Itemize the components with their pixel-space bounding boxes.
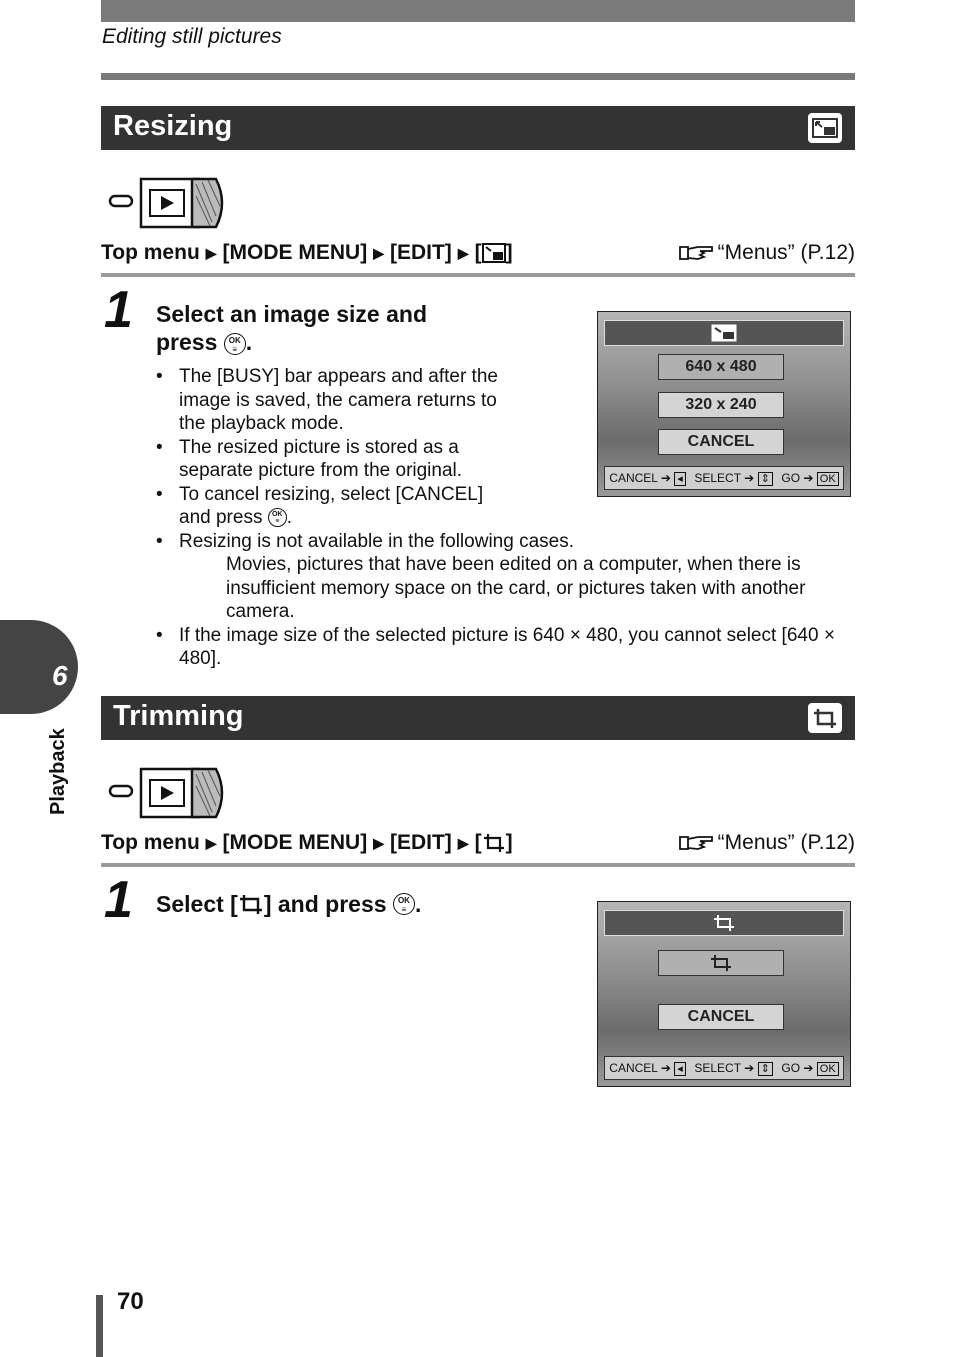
note-item: • To cancel resizing, select [CANCEL] and press OK ≡ . — [156, 483, 519, 530]
trim-icon — [712, 914, 736, 932]
playback-mode-dial-icon — [108, 766, 230, 820]
trimming-reference: “Menus” (P.12) — [678, 831, 855, 855]
trim-icon — [482, 833, 506, 853]
resizing-reference: “Menus” (P.12) — [678, 241, 855, 265]
arrow-right-icon: ▶ — [457, 834, 469, 851]
resizing-menu-path — [101, 241, 513, 265]
page-number-bar — [96, 1295, 103, 1357]
note-item: • If the image size of the selected picture is 640 × 480, you cannot select [640 × 480]. — [156, 624, 856, 671]
note-item: • Resizing is not available in the following cases. — [156, 530, 856, 554]
resize-icon — [808, 113, 842, 143]
resizing-section-bar — [101, 106, 855, 150]
trimming-menu-path — [101, 831, 513, 855]
arrow-right-icon: ▶ — [373, 834, 384, 851]
trim-icon — [709, 954, 733, 972]
note-item: • The resized picture is stored as a separate picture from the original. — [156, 436, 509, 483]
menu-path-edit: [EDIT] — [389, 831, 452, 854]
header-top-bar — [101, 0, 855, 22]
resizing-title: Resizing — [113, 110, 233, 142]
option-cancel[interactable]: CANCEL — [658, 429, 784, 455]
ok-button-icon: OK ≡ — [224, 333, 246, 355]
screen-header — [604, 320, 844, 346]
ok-button-icon: OK ≡ — [268, 508, 287, 527]
resize-icon — [482, 243, 506, 263]
menu-path-top: Top menu — [101, 241, 200, 264]
chapter-tab — [0, 620, 78, 714]
note-item: • The [BUSY] bar appears and after the image is saved, the camera returns to the playback mode. — [156, 365, 524, 436]
trim-icon — [238, 893, 264, 915]
option-640x480[interactable]: 640 x 480 — [658, 354, 784, 380]
trimming-title: Trimming — [113, 700, 244, 732]
screen-footer-guide: CANCEL ➔ ◂ SELECT ➔ ⇕ GO ➔ OK — [604, 466, 844, 490]
trim-lcd-screen — [597, 901, 851, 1087]
arrow-right-icon: ▶ — [373, 244, 384, 261]
option-320x240[interactable]: 320 x 240 — [658, 392, 784, 418]
option-cancel[interactable]: CANCEL — [658, 1004, 784, 1030]
bracket-close: ] — [505, 831, 513, 854]
trim-icon — [808, 703, 842, 733]
screen-footer-guide: CANCEL ➔ ◂ SELECT ➔ ⇕ GO ➔ OK — [604, 1056, 844, 1080]
chapter-number: 6 — [52, 660, 68, 691]
ok-button-icon: OK ≡ — [393, 893, 415, 915]
header-rule — [101, 73, 855, 80]
trimming-step-instruction: Select [ ] and press OK ≡ . — [156, 891, 422, 917]
resize-lcd-screen — [597, 311, 851, 497]
page-number: 70 — [117, 1288, 144, 1315]
chapter-label: Playback — [47, 728, 69, 815]
menu-path-mode-menu: [MODE MENU] — [222, 831, 368, 854]
arrow-right-icon: ▶ — [457, 244, 469, 261]
resizing-rule — [101, 273, 855, 277]
playback-mode-dial-icon — [108, 176, 230, 230]
resizing-step-instruction: Select an image size and press OK ≡ . — [156, 301, 428, 355]
step-number: 1 — [104, 281, 133, 339]
arrow-right-icon: ▶ — [205, 834, 217, 851]
screen-header — [604, 910, 844, 936]
resize-icon — [711, 324, 737, 342]
menu-path-edit: [EDIT] — [389, 241, 452, 264]
option-trim[interactable] — [658, 950, 784, 976]
running-header: Editing still pictures — [102, 25, 282, 48]
note-detail: Movies, pictures that have been edited on a computer, when there is insufficient memory space on the card, or pictures taken with another camera. — [226, 554, 806, 622]
pointing-hand-icon — [678, 243, 714, 263]
step-number: 1 — [104, 871, 133, 929]
menu-path-top: Top menu — [101, 831, 200, 854]
trimming-section-bar — [101, 696, 855, 740]
menu-path-mode-menu: [MODE MENU] — [222, 241, 368, 264]
bracket-open: [ — [474, 241, 482, 264]
trimming-rule — [101, 863, 855, 867]
bracket-open: [ — [474, 831, 482, 854]
bracket-close: ] — [505, 241, 513, 264]
pointing-hand-icon — [678, 833, 714, 853]
arrow-right-icon: ▶ — [205, 244, 217, 261]
